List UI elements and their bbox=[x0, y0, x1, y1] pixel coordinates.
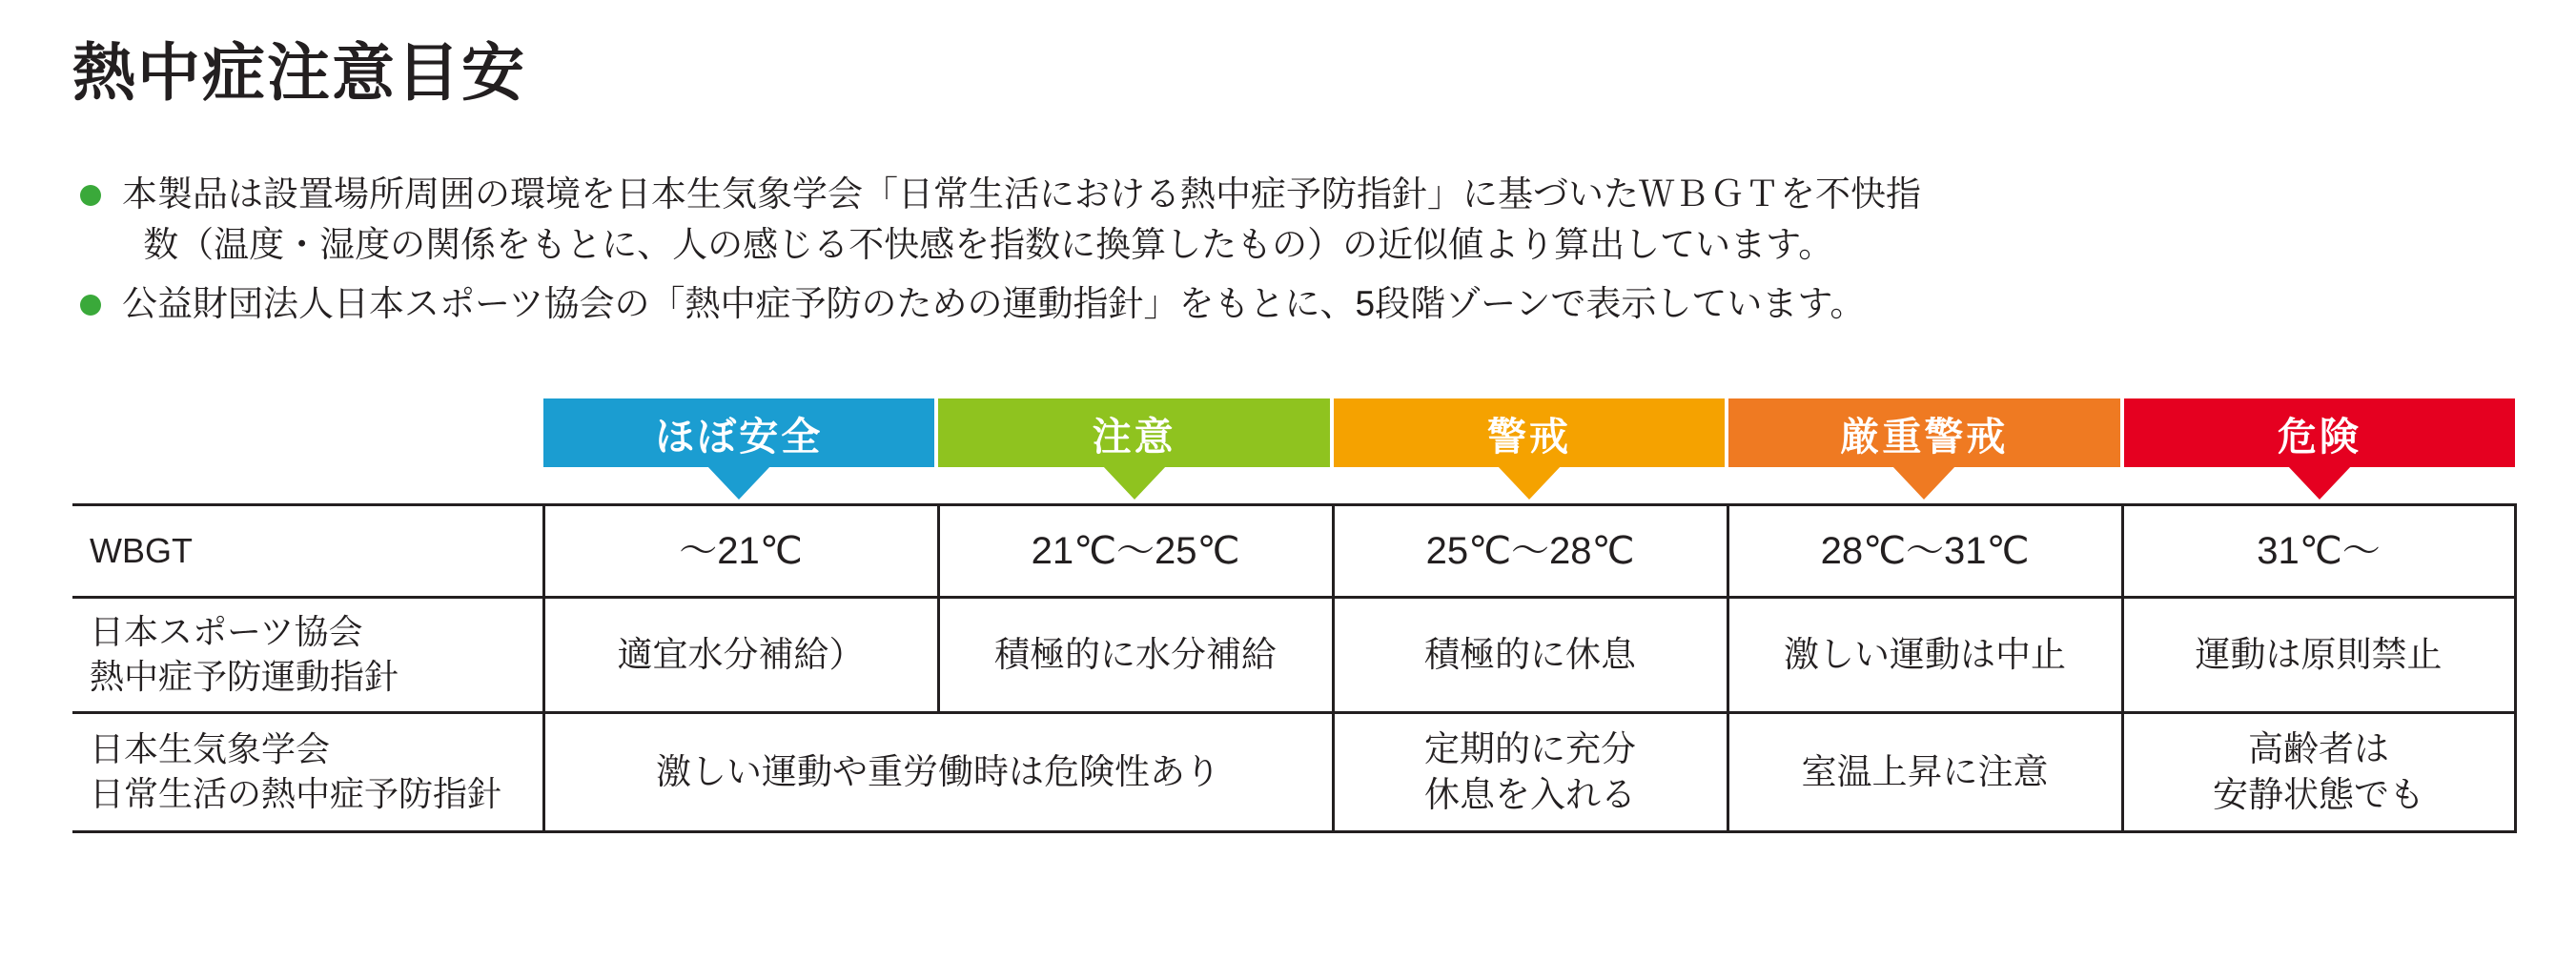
zone-header-bar bbox=[543, 398, 2515, 467]
cell-wbgt-2: 21℃〜25℃ bbox=[938, 505, 1333, 598]
zone-label: 危険 bbox=[2277, 414, 2361, 459]
cell-wbgt-5: 31℃〜 bbox=[2122, 505, 2515, 598]
zone-arrow-icon bbox=[706, 465, 771, 500]
zone-arrow-icon bbox=[1891, 465, 1956, 500]
zone-arrow-icon bbox=[2287, 465, 2352, 500]
note-item bbox=[80, 170, 2521, 270]
cell-bio-3: 定期的に充分 休息を入れる bbox=[1333, 713, 1728, 832]
cell-sports-1: 適宜水分補給） bbox=[543, 598, 938, 713]
bullet-dot-icon bbox=[80, 185, 101, 206]
page-title: 熱中症注意目安 bbox=[72, 37, 526, 108]
cell-sports-4: 激しい運動は中止 bbox=[1728, 598, 2122, 713]
bullet-dot-icon bbox=[80, 295, 101, 316]
row-label-biometeorology-society bbox=[72, 713, 543, 832]
zone-badge-danger bbox=[2124, 398, 2515, 467]
zone-label: 注意 bbox=[1092, 414, 1176, 459]
cell-bio-5: 高齢者は 安静状態でも bbox=[2122, 713, 2515, 832]
zone-arrow-icon bbox=[1102, 465, 1167, 500]
note-line-2: 数（温度・湿度の関係をもとに、人の感じる不快感を指数に換算したもの）の近似値より算出しています。 bbox=[143, 224, 1834, 264]
row-label-wbgt: WBGT bbox=[72, 505, 543, 598]
cell-wbgt-4: 28℃〜31℃ bbox=[1728, 505, 2122, 598]
notes-list bbox=[80, 170, 2521, 330]
table-row bbox=[72, 713, 2515, 832]
note-line-1: 公益財団法人日本スポーツ協会の「熱中症予防のための運動指針」をもとに、5段階ゾーンで表示しています。 bbox=[122, 284, 1866, 324]
row-label-sports-association bbox=[72, 598, 543, 713]
zone-label: 厳重警戒 bbox=[1840, 414, 2009, 459]
cell-bio-1: 激しい運動や重労働時は危険性あり bbox=[543, 713, 1333, 832]
cell-sports-5: 運動は原則禁止 bbox=[2122, 598, 2515, 713]
cell-sports-2: 積極的に水分補給 bbox=[938, 598, 1333, 713]
zone-arrow-icon bbox=[1497, 465, 1562, 500]
zone-badge-warning bbox=[1334, 398, 1725, 467]
table-row bbox=[72, 505, 2515, 598]
zone-badge-caution bbox=[938, 398, 1329, 467]
note-text bbox=[122, 279, 2521, 330]
guideline-table bbox=[72, 503, 2517, 833]
zone-badge-almost-safe bbox=[543, 398, 934, 467]
row-label-line-1: 日本生気象学会 bbox=[90, 729, 331, 769]
row-label-line-2: 熱中症予防運動指針 bbox=[90, 657, 399, 696]
cell-bio-4: 室温上昇に注意 bbox=[1728, 713, 2122, 832]
row-label-line-2: 日常生活の熱中症予防指針 bbox=[90, 774, 502, 813]
row-label-line-1: 日本スポーツ協会 bbox=[90, 612, 363, 652]
zone-label: 警戒 bbox=[1487, 414, 1572, 459]
cell-wbgt-1: 〜21℃ bbox=[543, 505, 938, 598]
cell-wbgt-3: 25℃〜28℃ bbox=[1333, 505, 1728, 598]
note-item bbox=[80, 279, 2521, 330]
cell-sports-3: 積極的に休息 bbox=[1333, 598, 1728, 713]
note-text bbox=[122, 170, 2521, 270]
table-row bbox=[72, 598, 2515, 713]
zone-label: ほぼ安全 bbox=[655, 414, 824, 459]
zone-badge-severe-warning bbox=[1728, 398, 2119, 467]
note-line-1: 本製品は設置場所周囲の環境を日本生気象学会「日常生活における熱中症予防指針」に基づいたＷＢＧＴを不快指 bbox=[122, 174, 1921, 214]
